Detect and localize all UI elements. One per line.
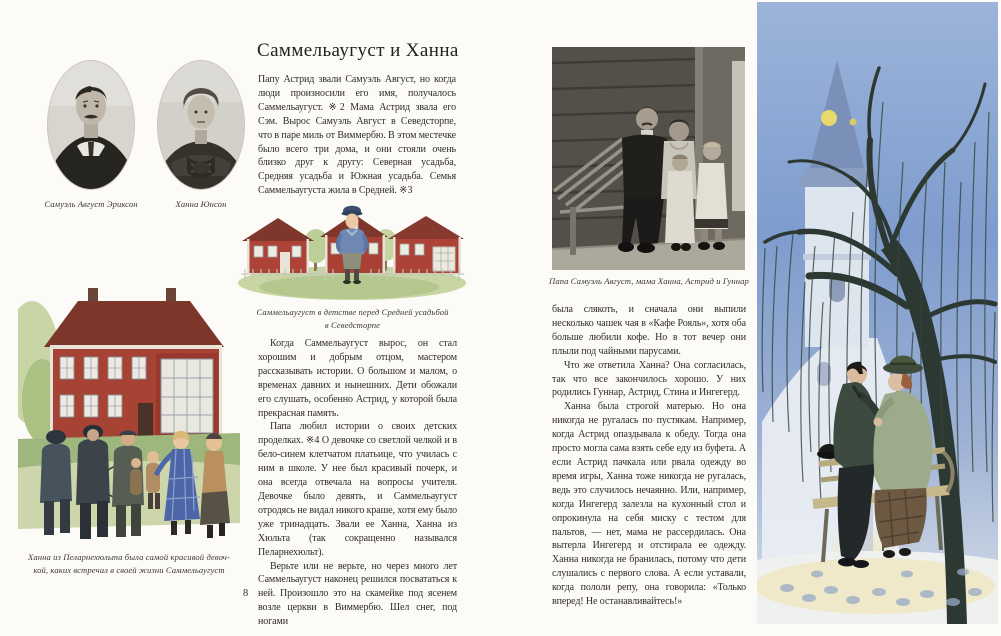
paragraph: Ханна была строгой матерью. Но она никогда не ругалась по пустякам. Например, когда Астрид опаздывала к обеду. Тогда она просто могла сама взять себе еду из буфета. А если Астрид пачкала или рвала одежду во время игры, Ханна тоже никогда не ругалась, ведь это случилось нечаянно. Или, например, когда Ингегерд залезла на кухонный стол и опрокинула на себя миску с тестом для пальтов, — нет, мама не рассердилась. Она вытерла Ингегерд и отстирала ее одежду. Ханна никогда не бранилась, потому что дети слушались с первого слова. А если уставали, когда пололи репу, она говорила: «Только вперед! Не останавливайтесь!» xyxy=(552,401,746,608)
left-page-text-column xyxy=(258,337,457,629)
paragraph: Верьте или не верьте, но через много лет Саммельаугуст наконец решился посвататься к ней. Произошло это на скамейке под ясенем возле церкви в Виммербю. Шел снег, под ногами xyxy=(258,560,457,628)
paragraph: Когда Саммельаугуст вырос, он стал хорошим и добрым отцом, мастером рассказывать истории. О большом и малом, о временах давних и нынешних. Дети обожали его слушать, особенно Астрид, у которой была прекрасная память. xyxy=(258,338,457,419)
family-photo xyxy=(552,47,745,270)
portrait-hanna-caption: Ханна Юнсон xyxy=(175,199,227,209)
house-illustration xyxy=(237,191,468,301)
school-illustration-caption: Ханна из Пеларнехюльта была самой красивой девоч- кой, каких встречал в своей жизни Саммельаугуст xyxy=(28,552,230,575)
church-clock xyxy=(821,110,837,126)
school-illustration-art xyxy=(18,283,240,546)
intro-paragraph: Папу Астрид звали Самуэль Август, но когда люди произносили его имя, получалось Саммельаугуст. ※2 Мама Астрид звала его Сэм. Вырос Самуэль Август в Севедсторпе, что в паре миль от Виммербю. В этом местечке было всего три дома, и они стояли очень близко друг к другу: Северная усадьба, Средняя усадьба и Южная усадьба. Семья Саммельаугуста жила в Средней. ※3 xyxy=(258,74,456,197)
paragraph: Что же ответила Ханна? Она согласилась, так что все закончилось хорошо. У них родились Гуннар, Астрид, Стина и Ингегерд. xyxy=(552,359,746,399)
portrait-hanna xyxy=(146,60,256,211)
south-farmhouse xyxy=(388,216,464,273)
right-page-text-column xyxy=(552,303,746,609)
proposal-illustration xyxy=(757,2,998,624)
family-photo-image xyxy=(552,47,745,270)
house-illustration-caption: Саммельаугуст в детстве перед Средней усадьбой в Севедсторпе xyxy=(256,307,449,330)
chapter-title: Саммельаугуст и Ханна xyxy=(257,40,459,61)
north-farmhouse xyxy=(242,218,314,273)
portrait-hanna-photo xyxy=(157,60,245,190)
paragraph: Папа любил истории о своих детских проделках. ※4 О девочке со светлой челкой и в бело-синем клетчатом платьице, что училась с ним в школе. У нее был красивый почерк, и она всегда отвечала на вопросы учителя. Девочке было девять, и Саммельаугуст отродясь не видал никого краше, хотя ему было уже тринадцать. Звали ее Ханна, Ханна из Хюльта (так сокращенно назывался Пеларнехюльт). xyxy=(258,421,457,558)
school-illustration xyxy=(18,283,240,546)
page-number: 8 xyxy=(243,588,249,599)
schoolhouse xyxy=(44,288,224,439)
portrait-samuel-august xyxy=(36,60,146,211)
family-photo-caption: Папа Самуэль Август, мама Ханна, Астрид и Гуннар xyxy=(549,276,749,286)
house-illustration-art xyxy=(237,191,468,301)
paragraph: была слякоть, и сначала они выпили несколько чашек чая в «Кафе Рояль», хотя оба больше любили кофе. Но в тот вечер они плыли под чайными парусами. xyxy=(552,304,746,357)
portrait-samuel-caption: Самуэль Август Эриксон xyxy=(44,199,138,209)
portrait-samuel-photo xyxy=(47,60,135,190)
proposal-illustration-art xyxy=(757,2,998,624)
intro-paragraph-block xyxy=(258,73,456,198)
